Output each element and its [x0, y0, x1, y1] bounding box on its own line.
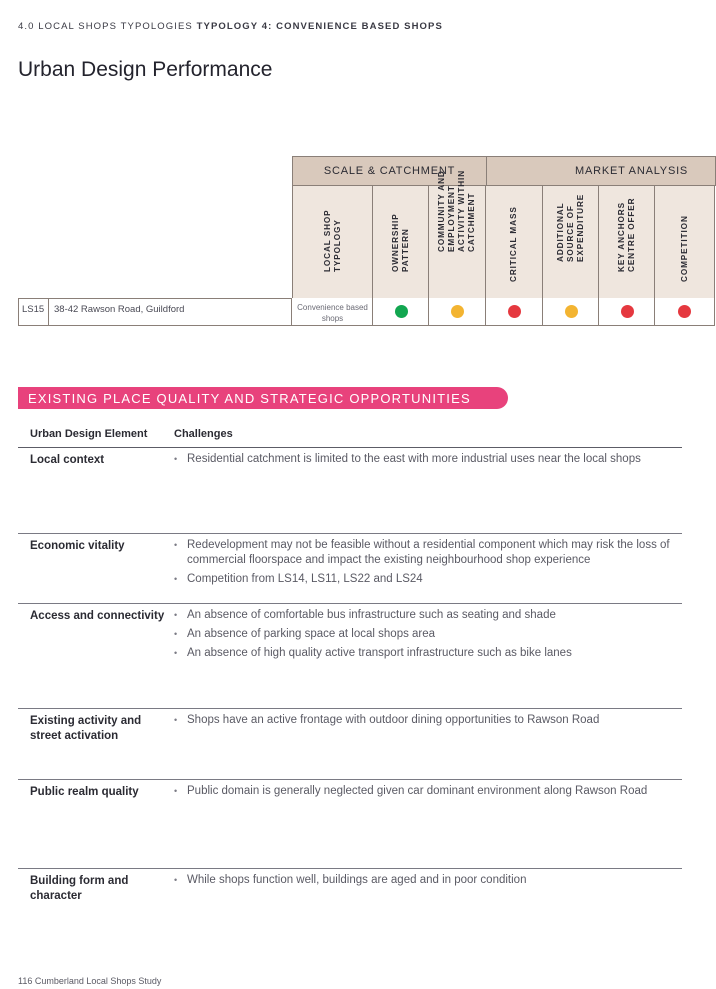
challenge-list	[174, 713, 674, 732]
challenge-item: • Redevelopment may not be feasible without a residential component which may risk the loss of commercial floorspace and impact the existing neighbourhood shop experience	[174, 538, 674, 568]
challenge-item: • While shops function well, buildings are aged and in poor condition	[174, 873, 674, 888]
challenge-list	[174, 608, 674, 665]
group-header-scale-catchment: SCALE & CATCHMENT	[292, 156, 487, 186]
challenge-item: • Public domain is generally neglected given car dominant environment along Rawson Road	[174, 784, 674, 799]
table-row	[18, 779, 682, 869]
rating-dot	[621, 305, 634, 318]
challenge-list	[174, 873, 674, 892]
rating-dot	[678, 305, 691, 318]
header-typology: TYPOLOGY 4: CONVENIENCE BASED SHOPS	[196, 21, 443, 32]
column-label: ADDITIONAL SOURCE OF EXPENDITURE	[555, 193, 585, 262]
element-name: Existing activity and street activation	[30, 715, 142, 742]
table-header-element: Urban Design Element	[30, 428, 148, 440]
row-typology: Convenience based shops	[297, 303, 368, 323]
header-section: 4.0 LOCAL SHOPS TYPOLOGIES	[18, 21, 193, 32]
performance-matrix	[0, 0, 689, 340]
column-header	[543, 186, 599, 298]
rating-dot	[565, 305, 578, 318]
column-label: CRITICAL MASS	[509, 206, 518, 282]
rating-dot	[395, 305, 408, 318]
column-header	[655, 186, 715, 298]
row-name: 38-42 Rawson Road, Guildford	[54, 304, 185, 315]
column-label: OWNERSHIP PATTERN	[390, 213, 410, 272]
table-row	[18, 868, 682, 928]
element-name: Economic vitality	[30, 540, 125, 552]
challenge-list	[174, 452, 674, 471]
element-name: Building form and character	[30, 875, 129, 902]
element-name: Access and connectivity	[30, 610, 165, 622]
section-banner: EXISTING PLACE QUALITY AND STRATEGIC OPPORTUNITIES	[18, 387, 508, 409]
column-label: COMPETITION	[679, 215, 689, 282]
challenge-item: • Competition from LS14, LS11, LS22 and LS24	[174, 572, 674, 587]
column-header	[486, 186, 543, 298]
column-header	[599, 186, 655, 298]
challenge-item: • An absence of comfortable bus infrastructure such as seating and shade	[174, 608, 674, 623]
column-header	[292, 186, 373, 298]
row-id: LS15	[22, 304, 45, 315]
element-name: Public realm quality	[30, 786, 139, 798]
table-header-challenges: Challenges	[174, 428, 233, 440]
column-header	[429, 169, 486, 298]
column-label: KEY ANCHORS CENTRE OFFER	[616, 197, 636, 272]
group-header-market-analysis: MARKET ANALYSIS	[486, 156, 716, 186]
table-row	[18, 603, 682, 708]
column-label: LOCAL SHOP TYPOLOGY	[322, 209, 342, 272]
column-label: COMMUNITY AND EMPLOYMENT ACTIVITY WITHIN CATCHMENT	[437, 169, 476, 252]
challenge-item: • An absence of parking space at local shops area	[174, 627, 674, 642]
challenge-item: • Shops have an active frontage with outdoor dining opportunities to Rawson Road	[174, 713, 674, 728]
challenge-item: • An absence of high quality active transport infrastructure such as bike lanes	[174, 646, 674, 661]
rating-dot	[508, 305, 521, 318]
rating-dot	[451, 305, 464, 318]
challenge-list	[174, 784, 674, 803]
table-row	[18, 533, 682, 603]
column-header	[373, 186, 429, 298]
table-row	[18, 708, 682, 780]
table-row	[18, 448, 682, 534]
page-footer: 116 Cumberland Local Shops Study	[18, 976, 162, 986]
challenge-item: • Residential catchment is limited to the east with more industrial uses near the local shops	[174, 452, 674, 467]
page-title: Urban Design Performance	[18, 58, 273, 81]
element-name: Local context	[30, 454, 105, 466]
challenge-list	[174, 538, 674, 591]
